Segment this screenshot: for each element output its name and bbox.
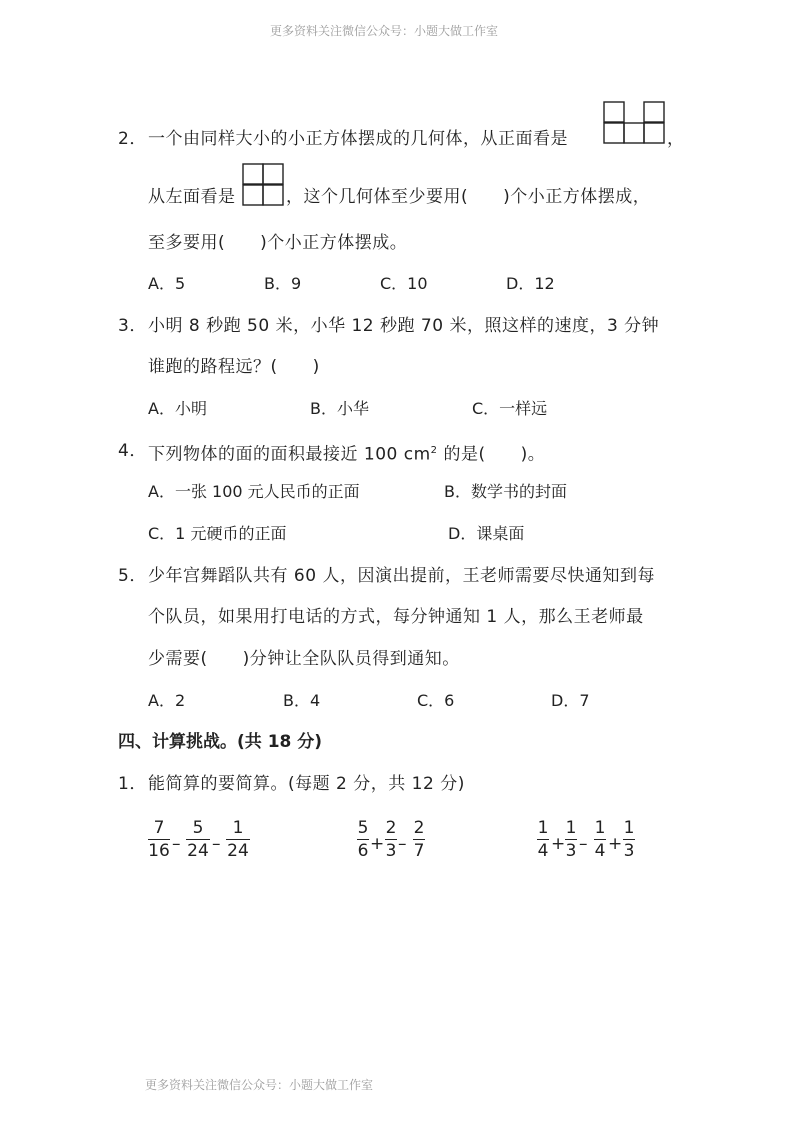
expr2-fraction: [413, 818, 425, 861]
denominator: 3: [623, 841, 635, 861]
q3-line1: 小明 8 秒跑 50 米，小华 12 秒跑 70 米，照这样的速度，3 分钟: [148, 316, 660, 336]
denominator: 4: [537, 841, 549, 861]
q4-option-c: C．1 元硬币的正面: [148, 524, 287, 543]
q4-superscript: 2: [430, 445, 438, 456]
numerator: 2: [413, 818, 425, 838]
q5-option-b: B．4: [283, 691, 321, 710]
numerator: 1: [565, 818, 577, 838]
numerator: 5: [192, 818, 204, 838]
q5-line1: 少年宫舞蹈队共有 60 人，因演出提前，王老师需要尽快通知到每: [148, 566, 655, 586]
denominator: 3: [385, 841, 397, 861]
q3-number: 3．: [118, 316, 147, 336]
numerator: 2: [385, 818, 397, 838]
expr3-fraction: [565, 818, 577, 861]
q4-option-b: B．数学书的封面: [444, 482, 567, 501]
q2-number: 2．: [118, 129, 147, 149]
q4-number: 4．: [118, 441, 147, 461]
q4-option-a: A．一张 100 元人民币的正面: [148, 482, 360, 501]
denominator: 7: [413, 841, 425, 861]
expr3-fraction: [594, 818, 606, 861]
q5-option-d: D．7: [551, 691, 590, 710]
numerator: 1: [623, 818, 635, 838]
operator: –: [212, 834, 221, 854]
denominator: 16: [148, 841, 170, 861]
front-view-grid-icon: [603, 101, 665, 145]
operator: +: [608, 834, 623, 854]
section4-sub-number: 1．: [118, 774, 147, 794]
numerator: 5: [357, 818, 369, 838]
q3-line2: 谁跑的路程远？( ): [148, 357, 320, 377]
expr2-fraction: [357, 818, 369, 861]
q4-line1: [148, 440, 545, 466]
watermark-bottom: 更多资料关注微信公众号：小题大做工作室: [145, 1078, 374, 1092]
q2-option-d: D．12: [506, 274, 555, 293]
operator: +: [370, 834, 385, 854]
q2-line2b: ，这个几何体至少要用( )个小正方体摆成，: [286, 187, 651, 207]
operator: +: [551, 834, 566, 854]
expr1-fraction: [226, 818, 250, 861]
q2-line1: 一个由同样大小的小正方体摆成的几何体，从正面看是: [148, 129, 568, 149]
operator: –: [398, 834, 407, 854]
operator: –: [172, 834, 181, 854]
q2-option-b: B．9: [264, 274, 302, 293]
denominator: 3: [565, 841, 577, 861]
denominator: 6: [357, 841, 369, 861]
q5-line3: 少需要( )分钟让全队队员得到通知。: [148, 649, 460, 669]
numerator: 1: [594, 818, 606, 838]
q5-option-a: A．2: [148, 691, 186, 710]
expr3-fraction: [537, 818, 549, 861]
left-view-grid-icon: [242, 163, 284, 207]
expr1-fraction: [186, 818, 210, 861]
watermark-top: 更多资料关注微信公众号：小题大做工作室: [270, 24, 499, 38]
section4-title: 四、计算挑战。(共 18 分): [118, 732, 323, 752]
q5-number: 5．: [118, 566, 147, 586]
section4-sub-title: 能简算的要简算。(每题 2 分，共 12 分): [148, 774, 465, 794]
denominator: 24: [187, 841, 209, 861]
q2-line1-end: ，: [667, 129, 685, 149]
q3-option-c: C．一样远: [472, 399, 548, 418]
denominator: 4: [594, 841, 606, 861]
q4-option-d: D．课桌面: [448, 524, 525, 543]
q5-option-c: C．6: [417, 691, 455, 710]
expr1-fraction: [148, 818, 170, 861]
q3-option-b: B．小华: [310, 399, 369, 418]
q2-line3: 至多要用( )个小正方体摆成。: [148, 233, 408, 253]
denominator: 24: [227, 841, 249, 861]
q4-line1b: 的是( )。: [437, 444, 546, 465]
numerator: 1: [537, 818, 549, 838]
q2-option-c: C．10: [380, 274, 428, 293]
numerator: 7: [153, 818, 165, 838]
expr3-fraction: [623, 818, 635, 861]
q2-option-a: A．5: [148, 274, 186, 293]
numerator: 1: [232, 818, 244, 838]
q5-line2: 个队员，如果用打电话的方式，每分钟通知 1 人，那么王老师最: [148, 607, 644, 627]
expr2-fraction: [385, 818, 397, 861]
q2-line2a: 从左面看是: [148, 187, 236, 207]
q4-line1a: 下列物体的面的面积最接近 100 cm: [148, 444, 431, 465]
operator: –: [579, 834, 588, 854]
q3-option-a: A．小明: [148, 399, 207, 418]
